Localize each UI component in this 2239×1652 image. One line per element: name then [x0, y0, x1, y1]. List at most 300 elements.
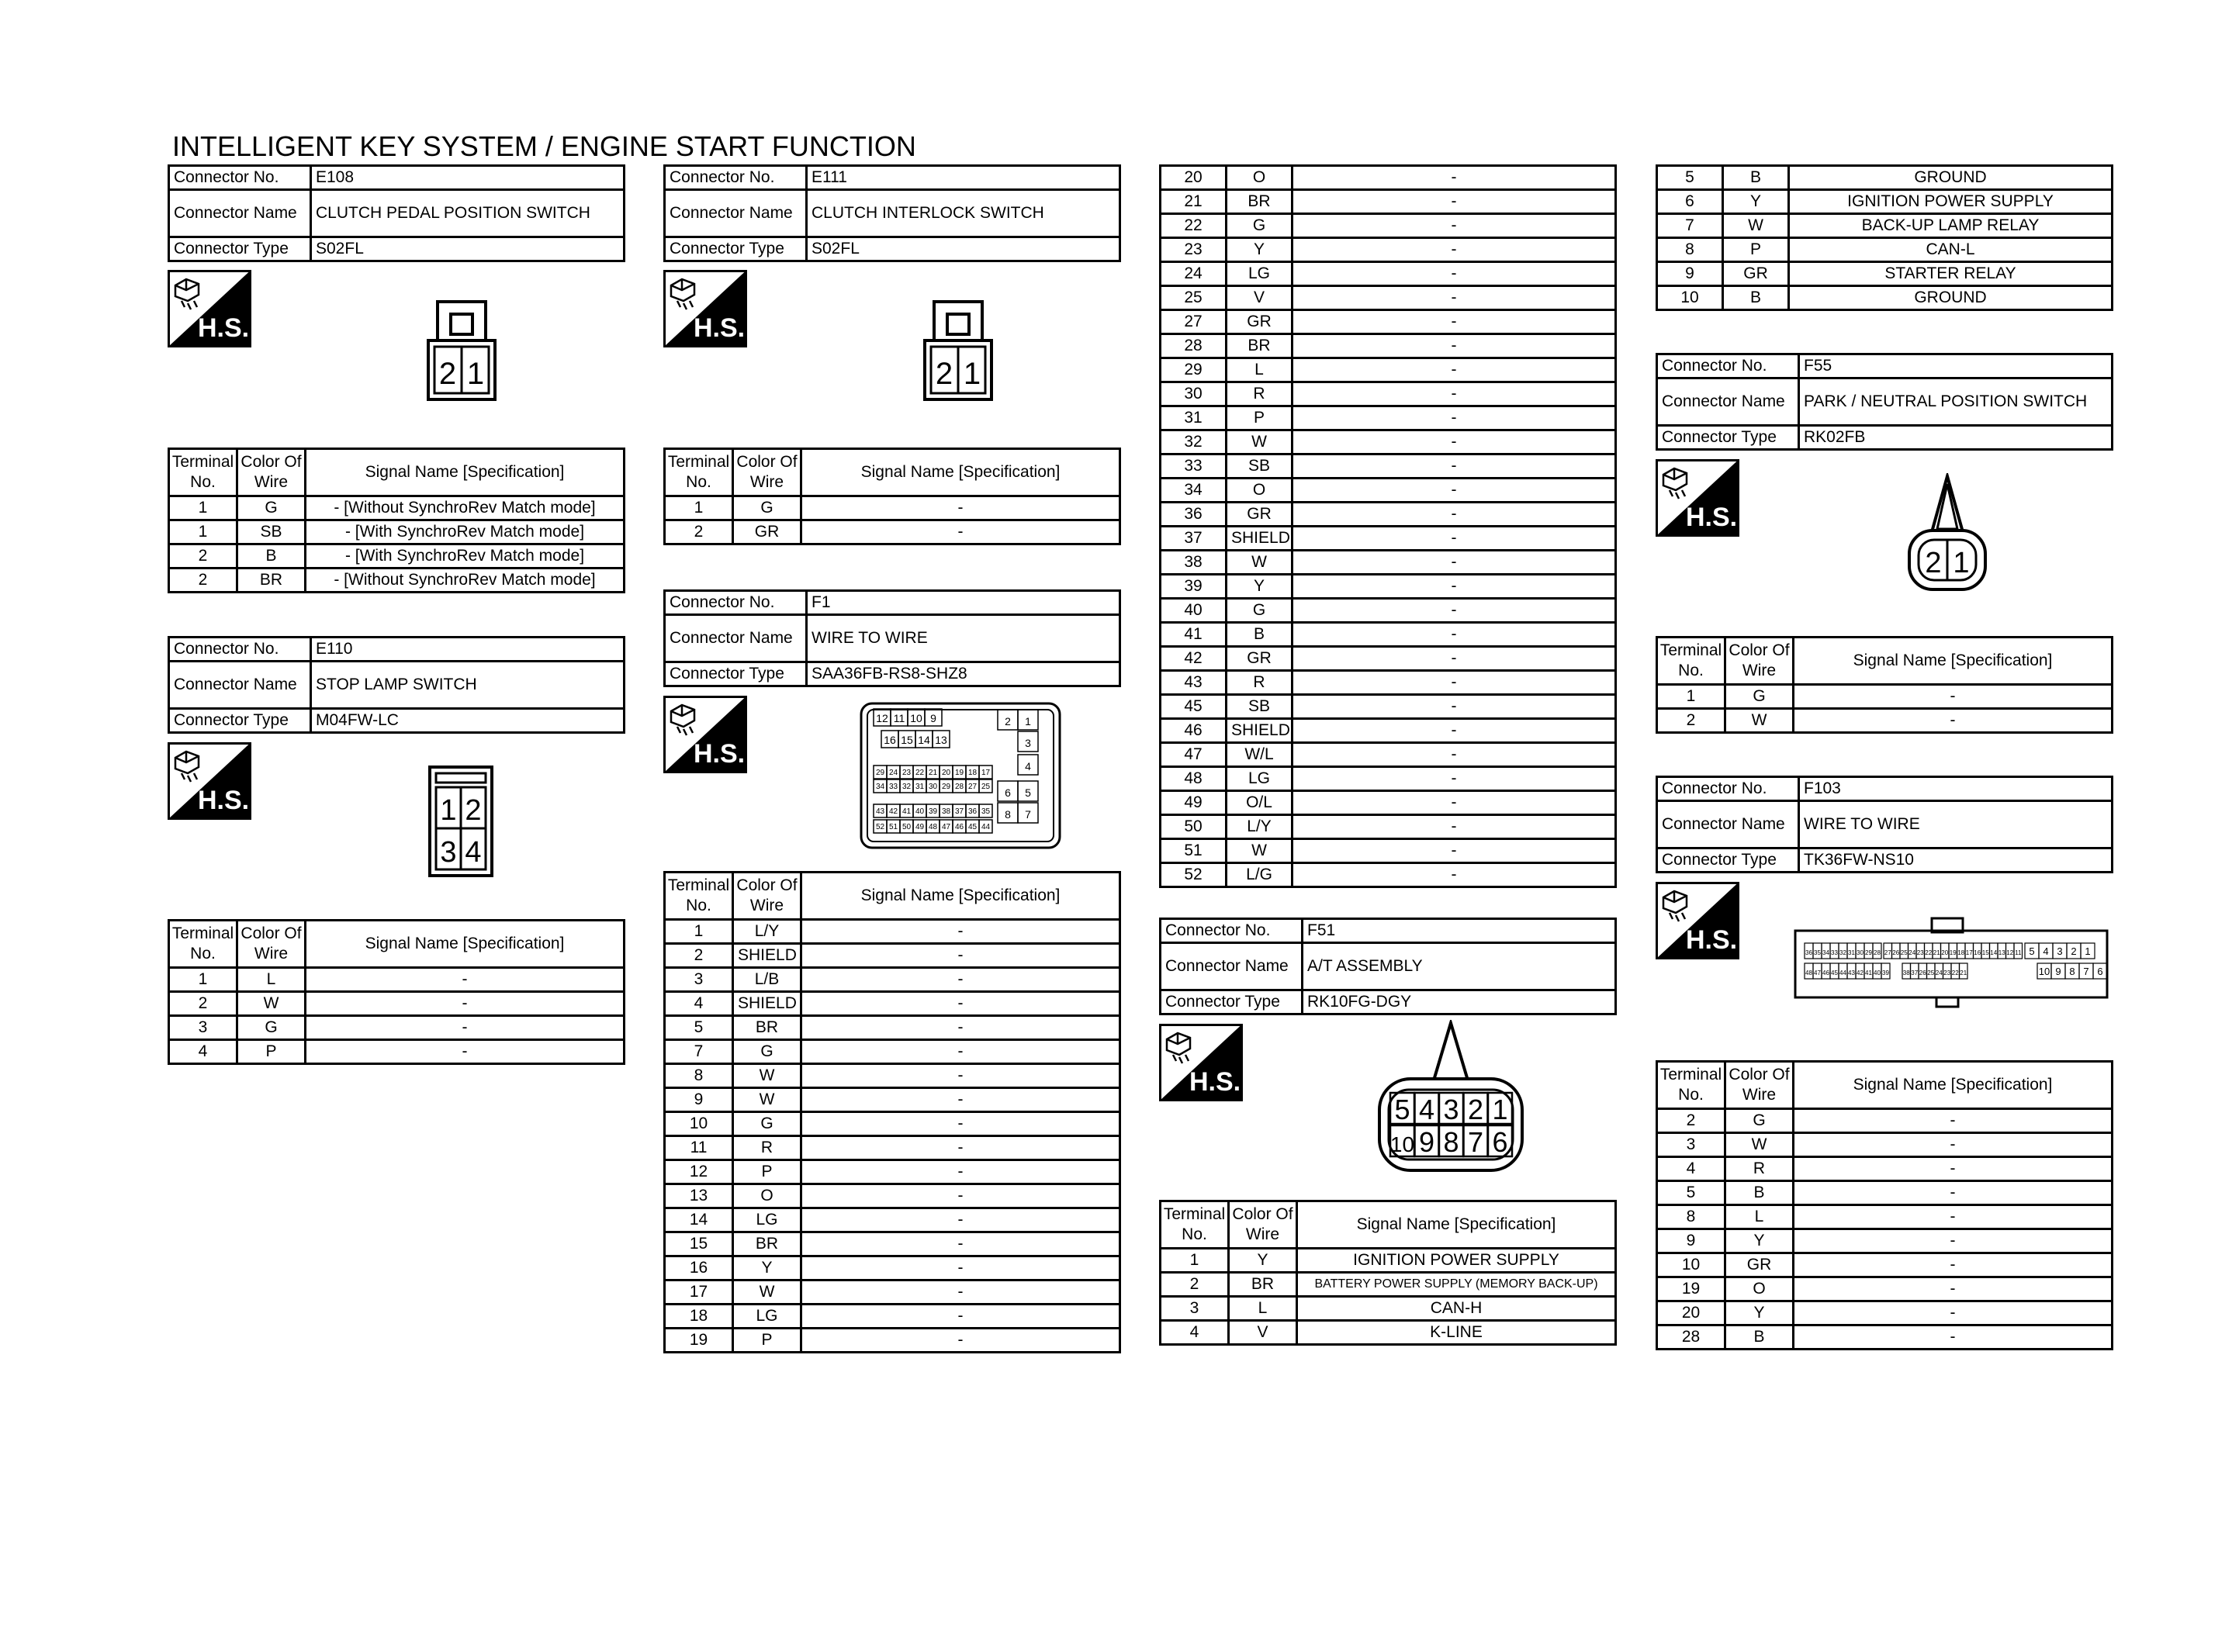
- table-row: [1161, 719, 1616, 743]
- signal-cell: -: [1794, 1301, 2113, 1325]
- table-row: [1161, 839, 1616, 863]
- f1-connector-face: [860, 702, 1061, 849]
- pin-label: 2: [2071, 945, 2077, 957]
- color-of-wire-header: Color Of Wire: [1725, 1062, 1794, 1109]
- terminal-cell: 1: [169, 496, 237, 520]
- connector-name-label: Connector Name: [665, 190, 807, 237]
- pin-label: 38: [941, 807, 951, 816]
- signal-cell: GROUND: [1789, 166, 2113, 190]
- wire-color-cell: W: [237, 992, 306, 1016]
- pin-label: 3: [1025, 737, 1031, 749]
- terminal-no-header: Terminal No.: [169, 921, 237, 968]
- terminal-cell: 2: [1657, 1109, 1725, 1133]
- pin-label: 5: [2029, 945, 2035, 957]
- color-of-wire-header: Color Of Wire: [1725, 638, 1794, 685]
- terminal-cell: 36: [1161, 503, 1227, 527]
- terminal-cell: 28: [1657, 1325, 1725, 1350]
- pin-label: 35: [981, 807, 991, 816]
- wire-color-cell: R: [733, 1136, 801, 1160]
- wire-color-cell: G: [1725, 1109, 1794, 1133]
- harness-side-icon: [168, 270, 251, 347]
- table-row: [1161, 238, 1616, 262]
- pin-label: 2: [935, 357, 953, 391]
- table-row: [1657, 1181, 2113, 1205]
- signal-cell: K-LINE: [1297, 1321, 1616, 1345]
- wire-color-cell: O: [1227, 166, 1293, 190]
- signal-cell: -: [1293, 671, 1616, 695]
- signal-cell: IGNITION POWER SUPPLY: [1789, 190, 2113, 214]
- pin-label: 18: [967, 769, 978, 777]
- terminal-cell: 2: [1161, 1273, 1229, 1297]
- pin-label: 40: [1874, 969, 1881, 976]
- table-row: [1657, 214, 2113, 238]
- pin-label: 7: [1025, 808, 1031, 821]
- table-row: [1657, 1205, 2113, 1229]
- pin-label: 43: [1848, 969, 1855, 976]
- wire-color-cell: G: [733, 1112, 801, 1136]
- pin-label: 47: [941, 823, 951, 831]
- terminal-cell: 2: [169, 992, 237, 1016]
- table-row: [1161, 214, 1616, 238]
- table-row: [1657, 685, 2113, 709]
- signal-cell: -: [1293, 743, 1616, 767]
- e110-pin-table: [168, 919, 625, 1065]
- f55-connector-face: [1905, 473, 1990, 593]
- connector-no-value: F1: [807, 591, 1120, 615]
- pin-label: 25: [1900, 949, 1908, 956]
- terminal-cell: 39: [1161, 575, 1227, 599]
- terminal-cell: 2: [665, 520, 733, 544]
- wire-color-cell: Y: [1725, 1229, 1794, 1253]
- terminal-no-header: Terminal No.: [1161, 1201, 1229, 1249]
- wire-color-cell: L: [1229, 1297, 1297, 1321]
- wire-color-cell: B: [1723, 286, 1789, 310]
- signal-cell: -: [1794, 1277, 2113, 1301]
- pin-label: 2: [1005, 715, 1011, 728]
- pin-label: 38: [1902, 969, 1910, 976]
- terminal-cell: 1: [1161, 1249, 1229, 1273]
- signal-name-header: Signal Name [Specification]: [801, 873, 1120, 920]
- signal-cell: -: [1794, 1181, 2113, 1205]
- signal-cell: -: [1293, 190, 1616, 214]
- pin-label: 42: [888, 807, 898, 816]
- connector-name-label: Connector Name: [1161, 943, 1303, 990]
- pin-label: 3: [1443, 1094, 1459, 1125]
- connector-type-label: Connector Type: [1657, 426, 1799, 450]
- wire-color-cell: W: [733, 1064, 801, 1088]
- wire-color-cell: GR: [1227, 647, 1293, 671]
- pin-label: 33: [888, 783, 898, 791]
- hs-label: H.S.: [197, 786, 250, 815]
- table-row: [1161, 190, 1616, 214]
- wire-color-cell: GR: [1723, 262, 1789, 286]
- table-row: [1657, 166, 2113, 190]
- table-row: [1161, 599, 1616, 623]
- terminal-cell: 3: [169, 1016, 237, 1040]
- connector-name-label: Connector Name: [169, 662, 311, 709]
- signal-cell: -: [801, 1256, 1120, 1280]
- pin-label: 14: [918, 734, 930, 746]
- wire-color-cell: W: [733, 1088, 801, 1112]
- signal-cell: -: [801, 1232, 1120, 1256]
- f51-pin-table: [1159, 1200, 1617, 1346]
- table-row: [1161, 503, 1616, 527]
- pin-label: 27: [1884, 949, 1891, 956]
- wire-color-cell: B: [1725, 1181, 1794, 1205]
- terminal-cell: 8: [1657, 1205, 1725, 1229]
- pin-label: 19: [1949, 949, 1957, 956]
- terminal-cell: 5: [665, 1016, 733, 1040]
- table-row: [169, 1040, 625, 1064]
- e111-info-table: [663, 164, 1121, 262]
- wire-color-cell: Y: [1227, 575, 1293, 599]
- terminal-cell: 6: [1657, 190, 1723, 214]
- connector-name-value: PARK / NEUTRAL POSITION SWITCH: [1799, 378, 2113, 426]
- pin-label: 16: [1974, 949, 1981, 956]
- wire-color-cell: W: [1227, 430, 1293, 454]
- connector-no-value: E111: [807, 166, 1120, 190]
- e110-connector-face: [427, 764, 497, 880]
- pin-label: 25: [1927, 969, 1935, 976]
- color-of-wire-header: Color Of Wire: [237, 449, 306, 496]
- connector-type-value: RK10FG-DGY: [1303, 990, 1616, 1014]
- signal-cell: -: [1293, 719, 1616, 743]
- connector-no-label: Connector No.: [665, 591, 807, 615]
- pin-label: 28: [1874, 949, 1881, 956]
- table-row: [1657, 1301, 2113, 1325]
- wire-color-cell: Y: [1227, 238, 1293, 262]
- wire-color-cell: P: [733, 1329, 801, 1353]
- table-row: [1161, 695, 1616, 719]
- wire-color-cell: W: [1725, 709, 1794, 733]
- wire-color-cell: P: [733, 1160, 801, 1184]
- table-row: [1161, 454, 1616, 479]
- table-row: [665, 920, 1120, 944]
- color-of-wire-header: Color Of Wire: [237, 921, 306, 968]
- wire-color-cell: G: [733, 496, 801, 520]
- wire-color-cell: LG: [733, 1208, 801, 1232]
- pin-label: 21: [1960, 969, 1967, 976]
- table-row: [169, 968, 625, 992]
- table-row: [1161, 1321, 1616, 1345]
- pin-label: 29: [875, 769, 885, 777]
- terminal-no-header: Terminal No.: [1657, 638, 1725, 685]
- pin-label: 30: [928, 783, 938, 791]
- connector-no-value: F103: [1799, 777, 2113, 801]
- connector-type-label: Connector Type: [665, 662, 807, 686]
- terminal-cell: 8: [1657, 238, 1723, 262]
- table-row: [1161, 166, 1616, 190]
- wire-color-cell: BR: [1229, 1273, 1297, 1297]
- table-row: [665, 1256, 1120, 1280]
- pin-label: 39: [1882, 969, 1889, 976]
- table-row: [1161, 382, 1616, 406]
- terminal-cell: 13: [665, 1184, 733, 1208]
- terminal-cell: 50: [1161, 815, 1227, 839]
- terminal-cell: 29: [1161, 358, 1227, 382]
- wire-color-cell: V: [1229, 1321, 1297, 1345]
- terminal-cell: 1: [665, 496, 733, 520]
- wire-color-cell: P: [1723, 238, 1789, 262]
- wire-color-cell: SB: [1227, 695, 1293, 719]
- terminal-no-header: Terminal No.: [665, 449, 733, 496]
- pin-label: 17: [1965, 949, 1973, 956]
- pin-label: 34: [875, 783, 885, 791]
- pin-label: 37: [954, 807, 964, 816]
- table-row: [1657, 286, 2113, 310]
- signal-cell: - [Without SynchroRev Match mode]: [306, 569, 625, 593]
- terminal-cell: 42: [1161, 647, 1227, 671]
- wire-color-cell: R: [1227, 671, 1293, 695]
- terminal-cell: 9: [1657, 1229, 1725, 1253]
- table-row: [169, 520, 625, 544]
- pin-label: 10: [910, 712, 922, 724]
- wire-color-cell: GR: [1227, 503, 1293, 527]
- terminal-cell: 52: [1161, 863, 1227, 887]
- pin-label: 21: [928, 769, 938, 777]
- hs-label: H.S.: [1685, 925, 1738, 955]
- pin-label: 1: [963, 357, 981, 391]
- terminal-cell: 4: [1657, 1157, 1725, 1181]
- wire-color-cell: BR: [733, 1232, 801, 1256]
- connector-name-label: Connector Name: [169, 190, 311, 237]
- terminal-cell: 22: [1161, 214, 1227, 238]
- pin-label: 22: [915, 769, 925, 777]
- signal-cell: -: [801, 1136, 1120, 1160]
- pin-label: 32: [1839, 949, 1846, 956]
- pin-label: 50: [901, 823, 912, 831]
- terminal-cell: 2: [665, 944, 733, 968]
- pin-label: 12: [2006, 949, 2014, 956]
- table-row: [1161, 767, 1616, 791]
- table-row: [169, 992, 625, 1016]
- pin-label: 24: [888, 769, 898, 777]
- wire-color-cell: G: [1227, 214, 1293, 238]
- table-row: [1161, 623, 1616, 647]
- pin-label: 22: [1925, 949, 1933, 956]
- pin-label: 20: [941, 769, 951, 777]
- table-row: [1657, 1277, 2113, 1301]
- pin-label: 16: [884, 734, 896, 746]
- hs-label: H.S.: [1189, 1067, 1241, 1097]
- signal-name-header: Signal Name [Specification]: [306, 449, 625, 496]
- harness-side-icon: [1159, 1024, 1243, 1101]
- terminal-cell: 48: [1161, 767, 1227, 791]
- connector-name-value: STOP LAMP SWITCH: [311, 662, 625, 709]
- connector-type-value: S02FL: [311, 237, 625, 261]
- table-row: [1657, 709, 2113, 733]
- f103-pin-table: [1656, 1060, 2113, 1350]
- pin-label: 1: [1953, 547, 1970, 579]
- pin-label: 4: [1025, 760, 1031, 772]
- pin-label: 40: [915, 807, 925, 816]
- connector-name-label: Connector Name: [1657, 378, 1799, 426]
- wire-color-cell: BR: [1227, 334, 1293, 358]
- pin-label: 47: [1814, 969, 1821, 976]
- connector-type-label: Connector Type: [665, 237, 807, 261]
- hs-label: H.S.: [693, 313, 746, 343]
- pin-label: 27: [967, 783, 978, 791]
- terminal-cell: 18: [665, 1305, 733, 1329]
- signal-name-header: Signal Name [Specification]: [1794, 1062, 2113, 1109]
- wire-color-cell: L/Y: [733, 920, 801, 944]
- terminal-cell: 2: [169, 544, 237, 569]
- signal-cell: -: [801, 968, 1120, 992]
- pin-label: 14: [1990, 949, 1998, 956]
- terminal-cell: 15: [665, 1232, 733, 1256]
- signal-cell: -: [1293, 839, 1616, 863]
- f1-pin-table: [663, 871, 1121, 1353]
- wire-color-cell: G: [1725, 685, 1794, 709]
- table-row: [665, 1280, 1120, 1305]
- table-row: [665, 1112, 1120, 1136]
- pin-label: 7: [1467, 1126, 1484, 1158]
- signal-cell: -: [1293, 479, 1616, 503]
- signal-cell: -: [1794, 1229, 2113, 1253]
- signal-cell: -: [801, 944, 1120, 968]
- wire-color-cell: L/G: [1227, 863, 1293, 887]
- color-of-wire-header: Color Of Wire: [733, 873, 801, 920]
- terminal-cell: 4: [1161, 1321, 1229, 1345]
- signal-cell: STARTER RELAY: [1789, 262, 2113, 286]
- table-row: [1161, 479, 1616, 503]
- signal-cell: -: [1293, 623, 1616, 647]
- signal-cell: -: [1293, 406, 1616, 430]
- hs-label: H.S.: [1685, 503, 1738, 532]
- table-row: [1161, 358, 1616, 382]
- wire-color-cell: O: [1227, 479, 1293, 503]
- table-row: [1657, 1325, 2113, 1350]
- table-row: [1657, 1253, 2113, 1277]
- pin-label: 46: [954, 823, 964, 831]
- terminal-cell: 14: [665, 1208, 733, 1232]
- terminal-cell: 7: [665, 1040, 733, 1064]
- wire-color-cell: R: [1725, 1157, 1794, 1181]
- table-row: [665, 520, 1120, 544]
- table-row: [1657, 190, 2113, 214]
- signal-cell: -: [801, 1305, 1120, 1329]
- terminal-cell: 19: [665, 1329, 733, 1353]
- wire-color-cell: G: [1227, 599, 1293, 623]
- wire-color-cell: Y: [733, 1256, 801, 1280]
- pin-label: 23: [1916, 949, 1924, 956]
- pin-label: 24: [1909, 949, 1916, 956]
- terminal-cell: 5: [1657, 1181, 1725, 1205]
- table-row: [1161, 1273, 1616, 1297]
- signal-cell: -: [1293, 334, 1616, 358]
- pin-label: 45: [1831, 969, 1838, 976]
- connector-type-label: Connector Type: [169, 709, 311, 733]
- page-title: INTELLIGENT KEY SYSTEM / ENGINE START FUNCTION: [172, 130, 916, 162]
- pin-label: 4: [465, 836, 482, 869]
- signal-cell: -: [801, 1208, 1120, 1232]
- pin-label: 1: [1025, 715, 1031, 728]
- terminal-cell: 16: [665, 1256, 733, 1280]
- pin-label: 9: [1418, 1126, 1435, 1158]
- pin-label: 29: [1865, 949, 1872, 956]
- wire-color-cell: B: [1725, 1325, 1794, 1350]
- signal-cell: -: [1293, 358, 1616, 382]
- connector-no-value: F51: [1303, 919, 1616, 943]
- pin-label: 23: [901, 769, 912, 777]
- connector-name-label: Connector Name: [665, 615, 807, 662]
- terminal-cell: 20: [1657, 1301, 1725, 1325]
- terminal-cell: 8: [665, 1064, 733, 1088]
- terminal-cell: 47: [1161, 743, 1227, 767]
- wire-color-cell: P: [1227, 406, 1293, 430]
- pin-label: 9: [2055, 966, 2061, 977]
- connector-type-label: Connector Type: [1657, 848, 1799, 873]
- signal-cell: -: [801, 1016, 1120, 1040]
- f51-connector-face: [1373, 1020, 1528, 1175]
- harness-side-icon: [1656, 459, 1739, 537]
- terminal-cell: 3: [1161, 1297, 1229, 1321]
- pin-label: 48: [1805, 969, 1812, 976]
- signal-cell: -: [1293, 310, 1616, 334]
- signal-cell: -: [306, 968, 625, 992]
- connector-no-label: Connector No.: [1657, 354, 1799, 378]
- wire-color-cell: R: [1227, 382, 1293, 406]
- pin-label: 23: [1943, 969, 1951, 976]
- connector-no-label: Connector No.: [1657, 777, 1799, 801]
- terminal-no-header: Terminal No.: [665, 873, 733, 920]
- connector-name-value: CLUTCH INTERLOCK SWITCH: [807, 190, 1120, 237]
- pin-label: 22: [1951, 969, 1959, 976]
- wire-color-cell: W: [1725, 1133, 1794, 1157]
- pin-label: 30: [1857, 949, 1864, 956]
- terminal-cell: 20: [1161, 166, 1227, 190]
- terminal-cell: 37: [1161, 527, 1227, 551]
- pin-label: 41: [901, 807, 912, 816]
- table-row: [665, 944, 1120, 968]
- signal-cell: -: [306, 992, 625, 1016]
- wire-color-cell: O: [733, 1184, 801, 1208]
- connector-type-value: M04FW-LC: [311, 709, 625, 733]
- wire-color-cell: W: [733, 1280, 801, 1305]
- f55-pin-table: [1656, 636, 2113, 734]
- signal-cell: -: [1293, 647, 1616, 671]
- signal-cell: -: [1794, 1253, 2113, 1277]
- wire-color-cell: W: [1227, 839, 1293, 863]
- signal-cell: GROUND: [1789, 286, 2113, 310]
- connector-name-value: CLUTCH PEDAL POSITION SWITCH: [311, 190, 625, 237]
- table-row: [1161, 1297, 1616, 1321]
- pin-label: 39: [928, 807, 938, 816]
- wire-color-cell: BR: [733, 1016, 801, 1040]
- pin-label: 26: [1919, 969, 1926, 976]
- table-row: [169, 1016, 625, 1040]
- terminal-cell: 38: [1161, 551, 1227, 575]
- e110-info-table: [168, 636, 625, 734]
- connector-no-value: F55: [1799, 354, 2113, 378]
- pin-label: 52: [875, 823, 885, 831]
- table-row: [1657, 1133, 2113, 1157]
- connector-type-label: Connector Type: [169, 237, 311, 261]
- terminal-no-header: Terminal No.: [1657, 1062, 1725, 1109]
- terminal-cell: 19: [1657, 1277, 1725, 1301]
- signal-cell: -: [801, 920, 1120, 944]
- signal-cell: -: [1293, 238, 1616, 262]
- terminal-cell: 45: [1161, 695, 1227, 719]
- connector-name-value: WIRE TO WIRE: [807, 615, 1120, 662]
- pin-label: 4: [2043, 945, 2049, 957]
- pin-label: 5: [1025, 786, 1031, 799]
- pin-label: 31: [1848, 949, 1855, 956]
- signal-cell: -: [801, 992, 1120, 1016]
- pin-label: 6: [1492, 1126, 1508, 1158]
- table-row: [1657, 1229, 2113, 1253]
- pin-label: 26: [1892, 949, 1900, 956]
